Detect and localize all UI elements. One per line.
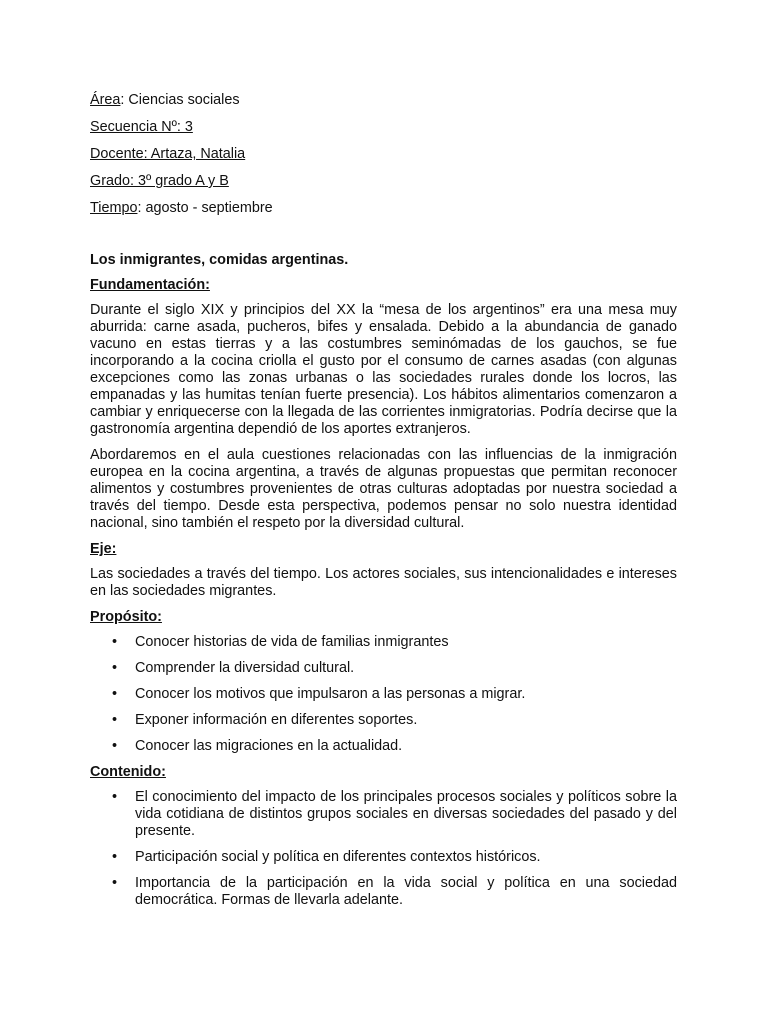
eje-text: Las sociedades a través del tiempo. Los actores sociales, sus intencionalidades e intereses en las sociedades migrantes. [90,566,677,599]
document-content [90,92,677,918]
contenido-list [90,789,677,909]
document-title: Los inmigrantes, comidas argentinas. [90,252,349,268]
bullet-icon: • [112,660,118,676]
list-item-text: Conocer los motivos que impulsaron a las personas a migrar. [135,686,526,702]
meta-docente-label: Docente: Artaza, Natalia [90,146,246,162]
meta-area-value: : Ciencias sociales [120,92,240,108]
bullet-icon: • [112,634,118,650]
list-item-text: El conocimiento del impacto de los principales procesos sociales y políticos sobre la vida cotidiana de distintos grupos sociales en diversas sociedades del pasado y del presente. [135,789,677,839]
meta-area [90,92,677,109]
list-item-text: Conocer historias de vida de familias inmigrantes [135,634,449,650]
list-item [90,712,677,729]
bullet-icon: • [112,789,118,805]
bullet-icon: • [112,712,118,728]
list-item [90,634,677,651]
list-item [90,738,677,755]
bullet-icon: • [112,849,118,865]
eje-heading: Eje: [90,541,117,557]
bullet-icon: • [112,686,118,702]
bullet-icon: • [112,738,118,754]
bullet-icon: • [112,875,118,891]
proposito-heading: Propósito: [90,609,162,625]
list-item [90,875,677,909]
list-item-text: Exponer información en diferentes soportes. [135,712,418,728]
list-item [90,686,677,703]
meta-area-label: Área [90,92,121,108]
meta-grado [90,173,677,190]
list-item [90,660,677,677]
meta-secuencia-label: Secuencia Nº: 3 [90,119,193,135]
proposito-list [90,634,677,755]
list-item-text: Importancia de la participación en la vida social y política en una sociedad democrática. Formas de llevarla adelante. [135,875,677,908]
meta-docente [90,146,677,163]
list-item-text: Participación social y política en diferentes contextos históricos. [135,849,541,865]
fundamentacion-heading: Fundamentación: [90,277,210,293]
meta-tiempo-value: : agosto - septiembre [137,200,273,216]
fundamentacion-paragraph-1: Durante el siglo XIX y principios del XX la “mesa de los argentinos” era una mesa muy aburrida: carne asada, pucheros, bifes y ensalada. Debido a la abundancia de ganado vacuno en estas tierras y a las costumbres seminómadas de los gauchos, se fue incorporando a la cocina criolla el gusto por el consumo de carnes asadas (con algunas excepciones como las zonas urbanas o las sociedades rurales donde los locros, las empanadas y las humitas tenían fuerte presencia). Los hábitos alimentarios comenzaron a cambiar y enriquecerse con la llegada de las corrientes inmigratorias. Podría decirse que la gastronomía argentina dependió de los aportes extranjeros. [90,302,677,437]
meta-tiempo [90,200,677,217]
list-item [90,849,677,866]
list-item-text: Conocer las migraciones en la actualidad. [135,738,403,754]
meta-secuencia [90,119,677,136]
fundamentacion-paragraph-2: Abordaremos en el aula cuestiones relacionadas con las influencias de la inmigración europea en la cocina argentina, a través de algunas propuestas que permitan reconocer alimentos y costumbres provenientes de otras culturas adoptadas por nuestra sociedad a través del tiempo. Desde esta perspectiva, podemos pensar no solo nuestra identidad nacional, sino también el respeto por la diversidad cultural. [90,447,677,531]
meta-tiempo-label: Tiempo [90,200,138,216]
contenido-heading: Contenido: [90,764,166,780]
meta-grado-label: Grado: 3º grado A y B [90,173,229,189]
list-item [90,789,677,840]
list-item-text: Comprender la diversidad cultural. [135,660,355,676]
